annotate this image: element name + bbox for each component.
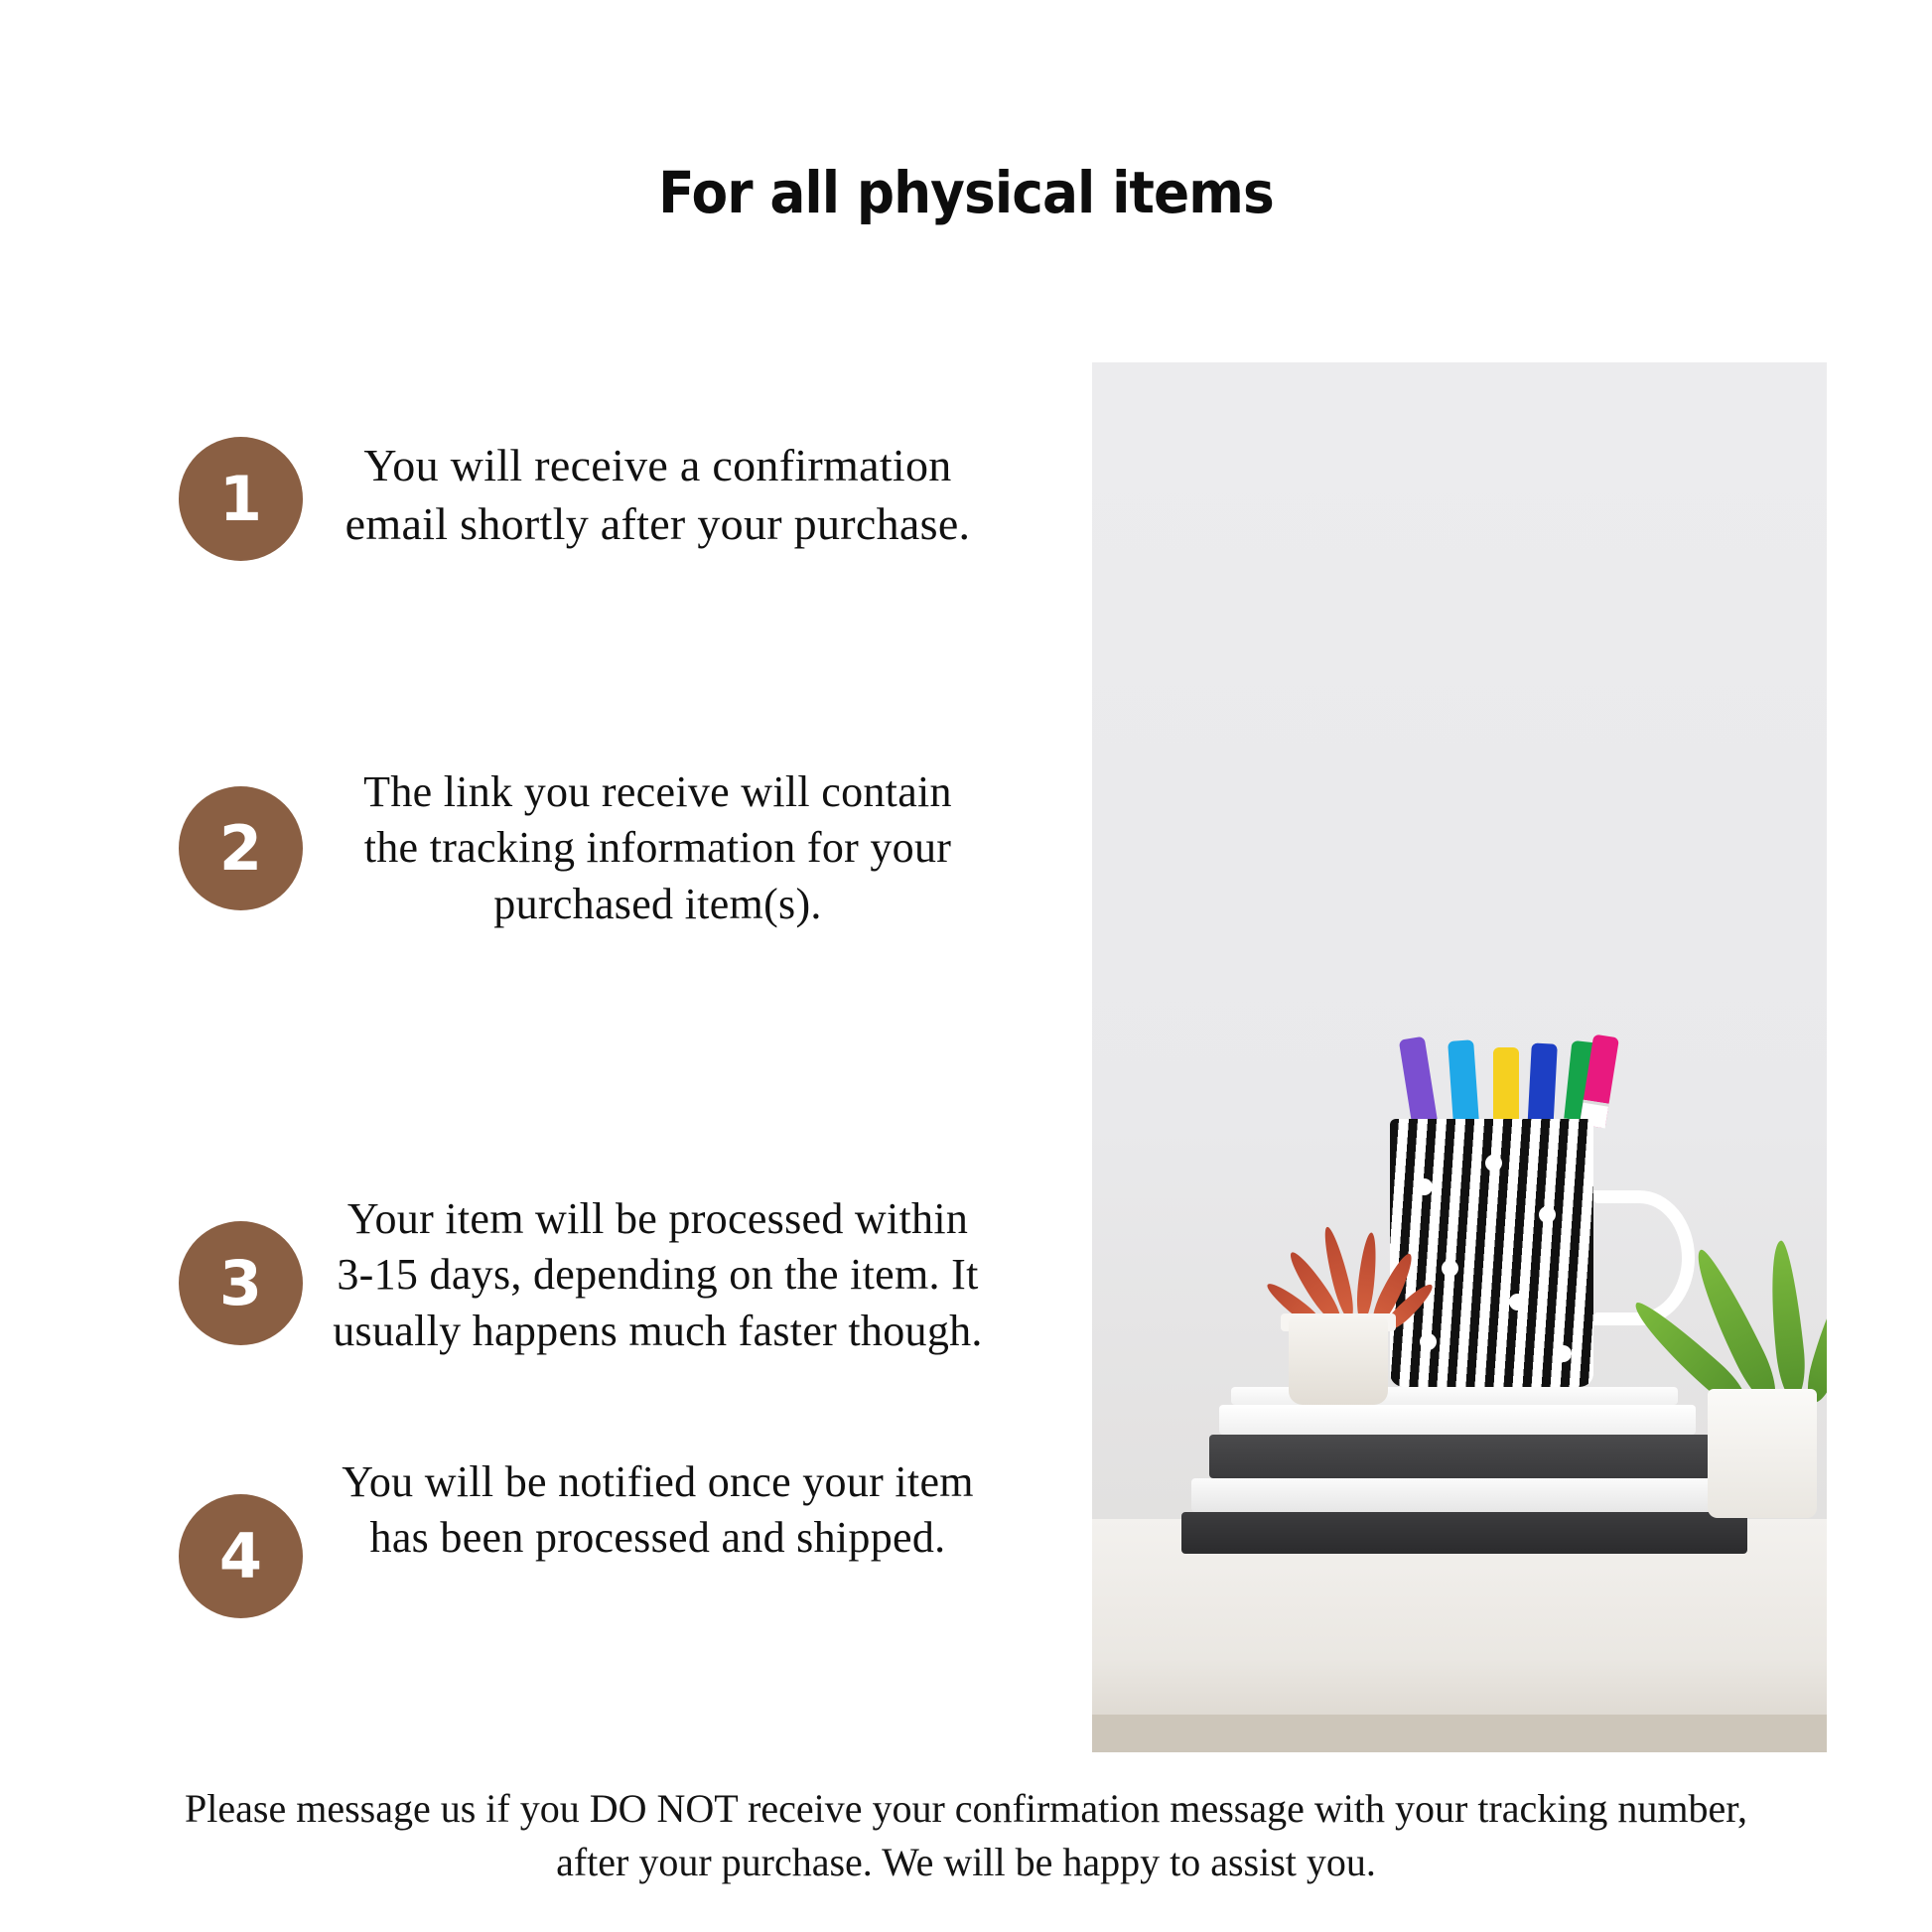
step-number-badge: 4 — [179, 1494, 303, 1618]
step-text: You will be notified once your item has been processed and shipped. — [342, 1457, 974, 1563]
mug-dot — [1420, 1333, 1437, 1350]
step-text: The link you receive will contain the tracking information for your purchased item(s). — [363, 767, 952, 928]
list-item — [179, 764, 1013, 932]
book-stack-item — [1209, 1435, 1711, 1478]
book-stack-item — [1181, 1512, 1747, 1554]
product-photo — [1092, 362, 1827, 1752]
page-title: For all physical items — [658, 159, 1274, 226]
mug-dot — [1416, 1178, 1433, 1195]
mug-dot — [1442, 1260, 1458, 1277]
step-number-badge: 1 — [179, 437, 303, 561]
mug-dot — [1555, 1345, 1572, 1362]
step-text: You will receive a confirmation email shortly after your purchase. — [345, 440, 971, 549]
step-number-badge: 3 — [179, 1221, 303, 1345]
desk-edge — [1092, 1715, 1827, 1752]
book-stack-item — [1219, 1405, 1696, 1435]
list-item — [179, 1454, 1013, 1618]
list-item — [179, 1191, 1013, 1359]
desk-surface — [1092, 1519, 1827, 1752]
list-item — [179, 437, 1013, 561]
book-stack-item — [1191, 1478, 1732, 1512]
mug-dot — [1509, 1294, 1526, 1311]
plant-pot — [1289, 1317, 1388, 1405]
step-number-badge: 2 — [179, 786, 303, 910]
step-text: Your item will be processed within 3-15 days, depending on the item. It usually happens much faster though. — [333, 1194, 983, 1355]
mug — [1390, 1119, 1593, 1387]
mug-dot — [1485, 1155, 1502, 1172]
footer-note: Please message us if you DO NOT receive your confirmation message with your tracking number, after your purchase. We will be happy to assist you. — [185, 1786, 1747, 1884]
plant-pot — [1708, 1389, 1817, 1518]
mug-dot — [1539, 1206, 1556, 1223]
